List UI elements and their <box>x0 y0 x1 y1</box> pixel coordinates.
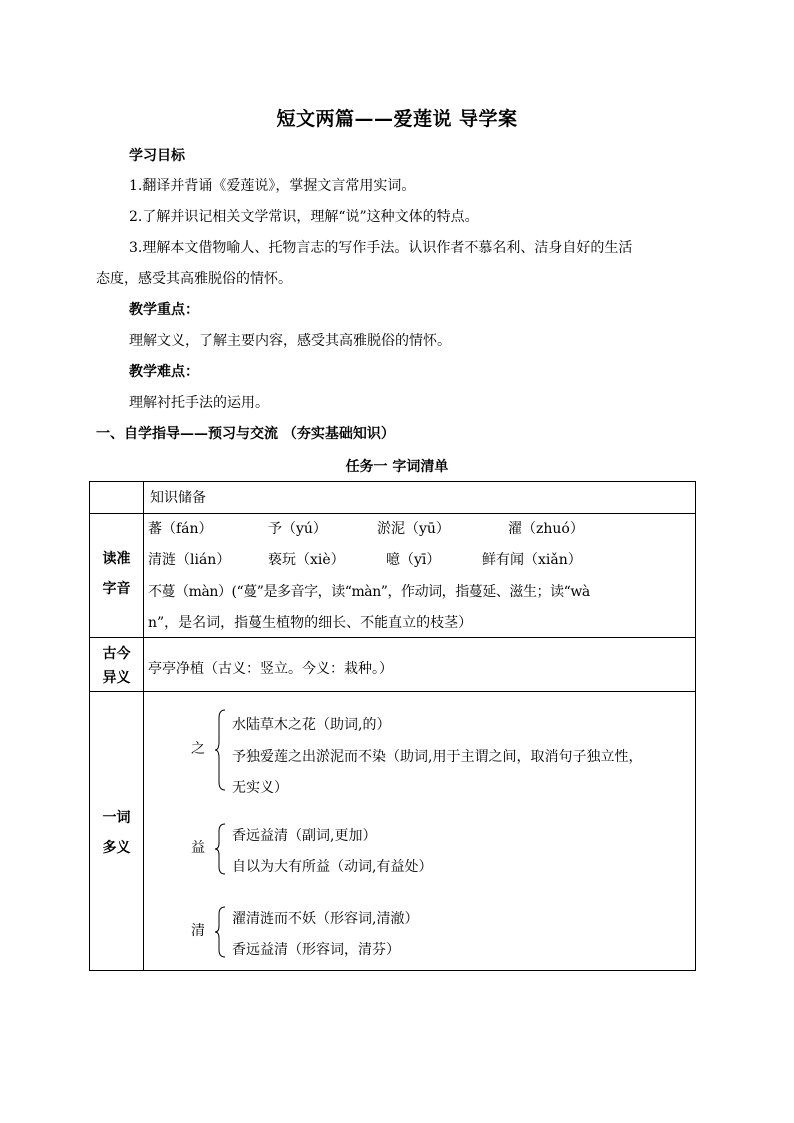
polysemy-label-line2: 多义 <box>102 840 131 856</box>
page-title: 短文两篇——爱莲说 导学案 <box>276 108 518 130</box>
ancient-modern-label-line1: 古今 <box>102 646 131 662</box>
table-row-divider <box>90 637 695 638</box>
key-points-heading: 教学重点： <box>129 302 199 318</box>
polysemy-label-line1: 一词 <box>102 810 131 826</box>
pron-item: 鲜有闻（xiǎn） <box>482 552 582 568</box>
polysemy-label <box>90 803 143 863</box>
difficulties-heading: 教学难点： <box>129 364 199 380</box>
section1-heading: 一、自学指导——预习与交流 （夯实基础知识） <box>96 426 395 442</box>
vocabulary-table <box>89 481 696 971</box>
pron-item: 亵玩（xiè） <box>268 552 345 568</box>
polysemy-line: 香远益清（副词,更加） <box>232 828 377 844</box>
ancient-modern-text: 亭亭净植（古义：竖立。今义：栽种。） <box>148 661 393 677</box>
polysemy-line: 予独爱莲之出淤泥而不染（助词,用于主谓之间，取消句子独立性， <box>232 749 643 765</box>
pron-item: 予（yú） <box>268 521 327 537</box>
table-header-cell: 知识储备 <box>150 490 206 506</box>
polysemy-char: 之 <box>191 741 205 757</box>
brace-icon <box>213 905 227 959</box>
pron-item: 蕃（fán） <box>148 521 213 537</box>
polysemy-line: 自以为大有所益（动词,有益处） <box>232 859 433 875</box>
pron-item: 清涟（lián） <box>148 552 231 568</box>
polysemy-line: 香远益清（形容词，清芬） <box>232 942 400 958</box>
table-column-divider <box>143 482 144 970</box>
polysemy-char: 益 <box>191 840 205 856</box>
difficulties-text: 理解衬托手法的运用。 <box>129 395 269 411</box>
ancient-modern-label <box>90 642 143 690</box>
ancient-modern-label-line2: 异义 <box>102 670 131 686</box>
pronunciation-label-line2: 字音 <box>102 581 131 597</box>
pron-note-line2: n”，是名词，指蔓生植物的细长、不能直立的枝茎） <box>148 615 473 631</box>
objective-1: 1.翻译并背诵《爱莲说》，掌握文言常用实词。 <box>129 178 416 194</box>
pron-item: 噫（yī） <box>386 552 441 568</box>
polysemy-line: 无实义） <box>232 780 288 796</box>
pronunciation-label-line1: 读准 <box>102 551 131 567</box>
polysemy-char: 清 <box>191 923 205 939</box>
objective-2: 2.了解并识记相关文学常识，理解“说”这种文体的特点。 <box>129 209 479 225</box>
objective-3-continued: 态度，感受其高雅脱俗的情怀。 <box>96 271 292 287</box>
table-row-divider <box>90 691 695 692</box>
pronunciation-label <box>90 544 143 604</box>
brace-icon <box>213 822 227 876</box>
polysemy-line: 水陆草木之花（助词,的） <box>232 717 391 733</box>
brace-icon <box>213 708 227 792</box>
objective-3: 3.理解本文借物喻人、托物言志的写作手法。认识作者不慕名利、洁身自好的生活 <box>129 240 633 256</box>
pron-note-line1: 不蔓（màn）(“蔓”是多音字，读“màn”，作动词，指蔓延、滋生；读“wà <box>148 584 590 600</box>
table-row-divider <box>90 513 695 514</box>
objectives-heading: 学习目标 <box>129 148 185 164</box>
task-title: 任务一 字词清单 <box>345 459 449 475</box>
polysemy-line: 濯清涟而不妖（形容词,清澈） <box>232 911 419 927</box>
pron-item: 淤泥（yū） <box>377 521 450 537</box>
pron-item: 濯（zhuó） <box>508 521 584 537</box>
key-points-text: 理解文义，了解主要内容，感受其高雅脱俗的情怀。 <box>129 333 451 349</box>
